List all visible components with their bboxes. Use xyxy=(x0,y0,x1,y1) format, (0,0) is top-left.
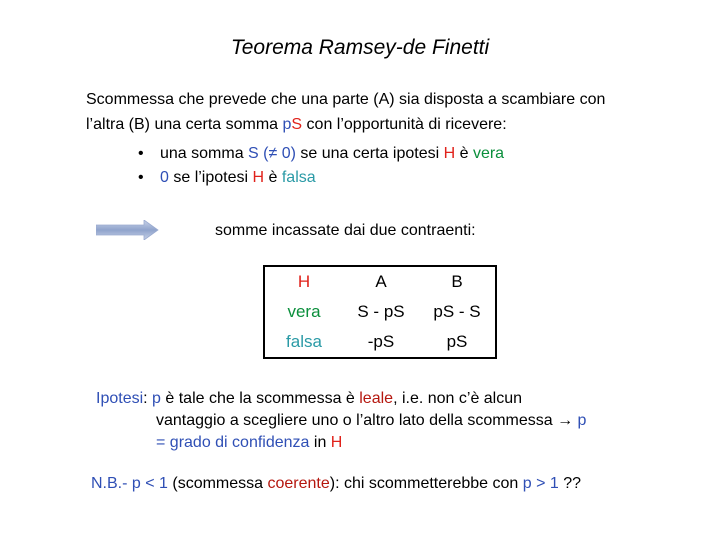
table-row xyxy=(264,327,496,358)
slide-title: Teorema Ramsey-de Finetti xyxy=(230,36,490,59)
table-cell: pS - S xyxy=(419,297,496,327)
table-cell: -pS xyxy=(343,327,419,358)
payoff-table xyxy=(263,265,497,359)
table-header-cell: A xyxy=(343,266,419,297)
ipotesi-line-1: Ipotesi: p è tale che la scommessa è leale, i.e. non c’è alcun xyxy=(96,390,523,407)
ipotesi-line-2: vantaggio a scegliere uno o l’altro lato della scommessa → p xyxy=(156,412,587,429)
table-row xyxy=(264,297,496,327)
nb-note: N.B.- p < 1 (scommessa coerente): chi scommetterebbe con p > 1 ?? xyxy=(91,475,582,492)
bullet-item-2: • 0 se l’ipotesi H è falsa xyxy=(138,169,316,186)
table-header-cell: B xyxy=(419,266,496,297)
bullet-marker: • xyxy=(138,169,144,186)
table-cell: pS xyxy=(419,327,496,358)
table-header-cell: H xyxy=(264,266,343,297)
table-cell: falsa xyxy=(264,327,343,358)
bullet-marker: • xyxy=(138,145,144,162)
ipotesi-line-3: = grado di confidenza in H xyxy=(156,434,343,451)
bullet-item-1: • una somma S (≠ 0) se una certa ipotesi H è vera xyxy=(138,145,505,162)
table-header-row xyxy=(264,266,496,297)
right-arrow-icon-graphic xyxy=(96,220,160,240)
intro-line-2: l’altra (B) una certa somma pS con l’opportunità di ricevere: xyxy=(86,116,507,133)
table-cell: vera xyxy=(264,297,343,327)
table-cell: S - pS xyxy=(357,302,405,321)
right-arrow-icon xyxy=(96,220,160,245)
arrow-caption: somme incassate dai due contraenti: xyxy=(215,222,476,239)
intro-line-1: Scommessa che prevede che una parte (A) sia disposta a scambiare con xyxy=(86,91,606,108)
